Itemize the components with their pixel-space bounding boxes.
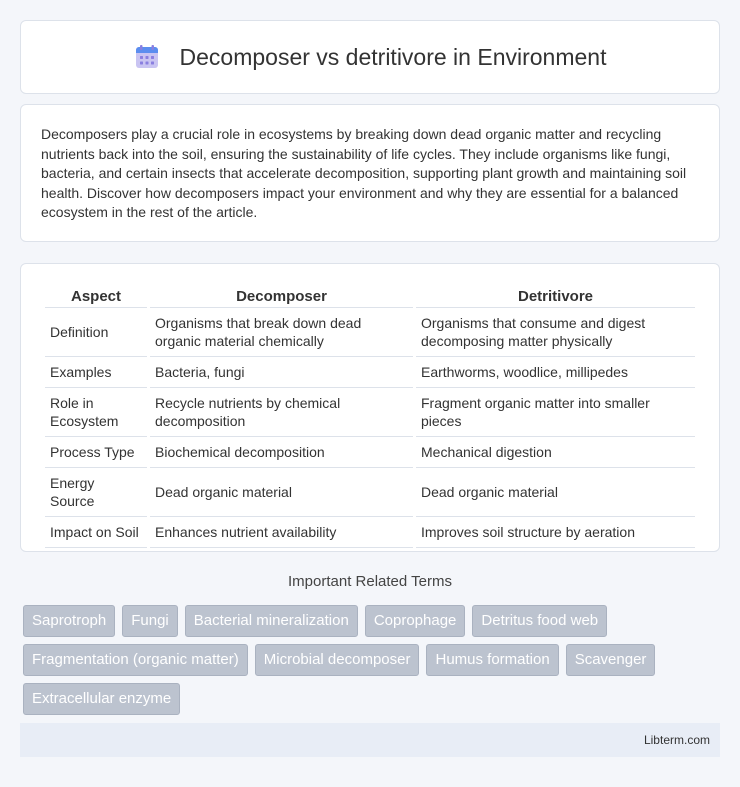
related-term-tag[interactable]: Detritus food web [472,605,607,637]
table-row [45,437,695,468]
table-cell-aspect: Energy Source [45,468,147,517]
table-cell-aspect: Process Type [45,437,147,468]
column-header-detritivore: Detritivore [416,284,695,308]
related-terms-heading: Important Related Terms [288,573,452,590]
footer [20,723,720,757]
table-row [45,388,695,437]
related-term-tag[interactable]: Microbial decomposer [255,644,420,676]
table-header-row [45,284,695,308]
table-cell-decomposer: Organisms that break down dead organic material chemically [150,308,413,357]
table-cell-aspect: Role in Ecosystem [45,388,147,437]
related-term-tag[interactable]: Bacterial mineralization [185,605,358,637]
table-cell-decomposer: Biochemical decomposition [150,437,413,468]
related-term-tag[interactable]: Fragmentation (organic matter) [23,644,248,676]
table-cell-detritivore: Mechanical digestion [416,437,695,468]
related-terms-list [23,605,713,715]
table-cell-decomposer: Dead organic material [150,468,413,517]
calendar-icon [134,44,160,70]
column-header-decomposer: Decomposer [150,284,413,308]
table-cell-detritivore: Organisms that consume and digest decomposing matter physically [416,308,695,357]
related-term-tag[interactable]: Coprophage [365,605,466,637]
table-row [45,308,695,357]
table-cell-aspect: Impact on Soil [45,517,147,548]
table-cell-decomposer: Bacteria, fungi [150,357,413,388]
table-cell-detritivore: Earthworms, woodlice, millipedes [416,357,695,388]
header-card [20,20,720,94]
table-row [45,517,695,548]
table-cell-detritivore: Dead organic material [416,468,695,517]
related-term-tag[interactable]: Saprotroph [23,605,115,637]
footer-site-link[interactable]: Libterm.com [643,733,710,747]
table-cell-detritivore: Fragment organic matter into smaller pieces [416,388,695,437]
table-cell-decomposer: Enhances nutrient availability [150,517,413,548]
page-title: Decomposer vs detritivore in Environment [179,43,607,70]
intro-card [20,104,720,242]
related-term-tag[interactable]: Extracellular enzyme [23,683,180,715]
table-row [45,357,695,388]
intro-text: Decomposers play a crucial role in ecosystems by breaking down dead organic matter and recycling nutrients back into the soil, ensuring the sustainability of life cycles. They include organisms like fungi, bacteria, and certain insects that accelerate decomposition, supporting plant growth and maintaining soil health. Discover how decomposers impact your environment and why they are essential for a balanced ecosystem in the rest of the article. [41,126,687,220]
table-cell-aspect: Examples [45,357,147,388]
related-term-tag[interactable]: Scavenger [566,644,656,676]
column-header-aspect: Aspect [45,284,147,308]
comparison-table [42,284,698,548]
table-cell-aspect: Definition [45,308,147,357]
table-cell-decomposer: Recycle nutrients by chemical decomposition [150,388,413,437]
related-term-tag[interactable]: Fungi [122,605,178,637]
comparison-table-card [20,263,720,552]
table-row [45,468,695,517]
related-term-tag[interactable]: Humus formation [426,644,558,676]
table-cell-detritivore: Improves soil structure by aeration [416,517,695,548]
